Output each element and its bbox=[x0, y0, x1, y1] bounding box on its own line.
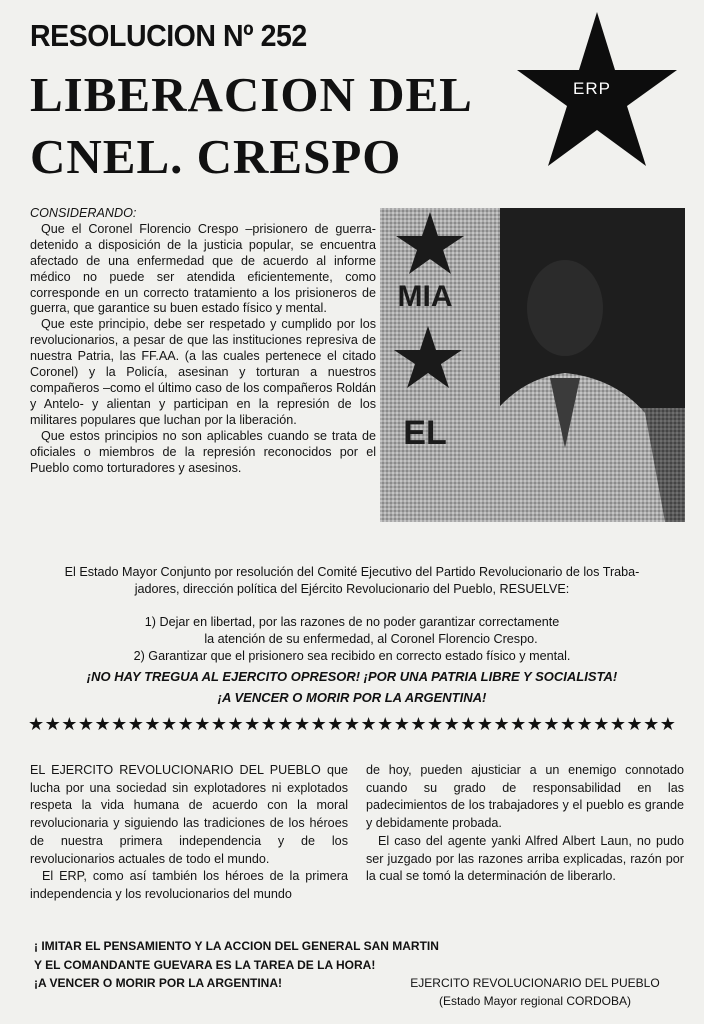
divider-star-icon: ★ bbox=[327, 714, 344, 734]
divider-star-icon: ★ bbox=[94, 714, 111, 734]
signature-sub: (Estado Mayor regional CORDOBA) bbox=[438, 994, 632, 1008]
considerando-paragraph: Que estos principios no son aplicables cuando se trata de oficiales o miembros de la represión reconocidos por el Pueblo como torturadores y asesinos. bbox=[30, 428, 376, 475]
intro-line: jadores, dirección política del Ejército Revolucionario del Pueblo, RESUELVE: bbox=[134, 582, 570, 596]
divider-star-icon: ★ bbox=[659, 714, 676, 734]
bottom-right-paragraph: de hoy, pueden ajusticiar a un enemigo connotado cuando su grado de responsabilidad en las padecimientos de los trabajadores y el pueblo es grande y debidamente probada. bbox=[366, 763, 684, 831]
divider-star-icon: ★ bbox=[427, 714, 444, 734]
divider-star-icon: ★ bbox=[560, 714, 577, 734]
divider-star-icon: ★ bbox=[277, 714, 294, 734]
divider-star-icon: ★ bbox=[194, 714, 211, 734]
divider-star-icon: ★ bbox=[294, 714, 311, 734]
divider-star-icon: ★ bbox=[144, 714, 161, 734]
divider-star-icon: ★ bbox=[244, 714, 261, 734]
divider-star-icon: ★ bbox=[61, 714, 78, 734]
signature-name: EJERCITO REVOLUCIONARIO DEL PUEBLO bbox=[410, 976, 660, 990]
star-divider bbox=[28, 713, 676, 735]
resolutions-list bbox=[20, 614, 684, 665]
resolution-item-1: 1) Dejar en libertad, por las razones de no poder garantizar correctamente bbox=[144, 615, 560, 629]
signature-block bbox=[400, 974, 670, 1010]
divider-star-icon: ★ bbox=[443, 714, 460, 734]
final-slogan-line: ¡ IMITAR EL PENSAMIENTO Y LA ACCION DEL GENERAL SAN MARTIN bbox=[34, 939, 439, 953]
divider-star-icon: ★ bbox=[111, 714, 128, 734]
final-slogan-line: ¡A VENCER O MORIR POR LA ARGENTINA! bbox=[34, 976, 282, 990]
erp-logo-text: ERP bbox=[573, 79, 611, 98]
considerando-paragraph: Que este principio, debe ser respetado y cumplido por los revolucionarios, a pesar de que las instituciones represiva de nuestra Patria, las FF.AA. (a las cuales pertenece el citado Coronel) y la Policía, asesinan y torturan a nuestros compañeros –como el último caso de los compañeros Roldán y Antelo- y alientan y participan en la represión de los militares populares que luchan por la liberación. bbox=[30, 317, 376, 427]
divider-star-icon: ★ bbox=[410, 714, 427, 734]
title-line-1: LIBERACION DEL bbox=[30, 67, 473, 122]
considerando-section bbox=[30, 206, 376, 476]
divider-star-icon: ★ bbox=[543, 714, 560, 734]
divider-star-icon: ★ bbox=[28, 714, 45, 734]
divider-star-icon: ★ bbox=[127, 714, 144, 734]
resolution-item-2: 2) Garantizar que el prisionero sea recibido en correcto estado físico y mental. bbox=[133, 649, 571, 663]
divider-star-icon: ★ bbox=[609, 714, 627, 734]
resolution-item-1-cont: la atención de su enfermedad, al Coronel Florencio Crespo. bbox=[204, 632, 538, 646]
bottom-right-column bbox=[366, 762, 684, 886]
considerando-heading: CONSIDERANDO: bbox=[30, 206, 137, 220]
prisoner-photo bbox=[380, 208, 685, 522]
divider-star-icon: ★ bbox=[476, 714, 494, 734]
divider-star-icon: ★ bbox=[177, 714, 194, 734]
divider-star-icon: ★ bbox=[210, 714, 228, 734]
slogan-line-2: ¡A VENCER O MORIR POR LA ARGENTINA! bbox=[217, 690, 487, 705]
resolution-number: RESOLUCION Nº 252 bbox=[30, 18, 307, 53]
divider-star-icon: ★ bbox=[227, 714, 244, 734]
bottom-right-paragraph: El caso del agente yanki Alfred Albert Laun, no pudo ser juzgado por las razones arriba explicadas, razón por la cual se tomó la determinación de liberarlo. bbox=[366, 833, 684, 884]
divider-star-icon: ★ bbox=[44, 714, 61, 734]
divider-star-icon: ★ bbox=[576, 714, 593, 734]
divider-star-icon: ★ bbox=[460, 714, 477, 734]
considerando-paragraph: Que el Coronel Florencio Crespo –prisionero de guerra- detenido a disposición de la justicia popular, se encuentra afectado de una enfermedad que de acuerdo al informe médico no puede ser atendida eficientemente, como corresponde en un correcto tratamiento a los prisioneros de guerra, que garantice su buen estado físico y mental. bbox=[30, 221, 376, 316]
bottom-left-paragraph: EL EJERCITO REVOLUCIONARIO DEL PUEBLO que lucha por una sociedad sin explotadores ni explotados respeta la vida humana de acuerdo con la moral revolucionaria y siguiendo las tradiciones de los héroes de nuestra primera independencia y de los revolucionarios actuales de todo el mundo. bbox=[30, 763, 348, 866]
divider-star-icon: ★ bbox=[260, 714, 277, 734]
divider-star-icon: ★ bbox=[161, 714, 178, 734]
divider-star-icon: ★ bbox=[393, 714, 410, 734]
intro-statement bbox=[20, 564, 684, 598]
divider-star-icon: ★ bbox=[377, 714, 394, 734]
divider-star-icon: ★ bbox=[343, 714, 361, 734]
final-slogan-line: Y EL COMANDANTE GUEVARA ES LA TAREA DE LA HORA! bbox=[34, 957, 376, 972]
title-line-2: CNEL. CRESPO bbox=[30, 129, 402, 184]
banner-text-bottom: EL bbox=[403, 414, 447, 452]
divider-star-icon: ★ bbox=[77, 714, 95, 734]
slogan-line-1: ¡NO HAY TREGUA AL EJERCITO OPRESOR! ¡POR UNA PATRIA LIBRE Y SOCIALISTA! bbox=[86, 669, 618, 684]
divider-star-icon: ★ bbox=[643, 714, 660, 734]
intro-line: El Estado Mayor Conjunto por resolución del Comité Ejecutivo del Partido Revolucionario de los Traba- bbox=[64, 565, 640, 579]
divider-star-icon: ★ bbox=[593, 714, 610, 734]
divider-star-icon: ★ bbox=[626, 714, 643, 734]
bottom-left-paragraph: El ERP, como así también los héroes de la primera independencia y los revolucionarios del mundo bbox=[30, 869, 348, 901]
banner-text-top: MIA bbox=[397, 280, 453, 313]
divider-star-icon: ★ bbox=[526, 714, 543, 734]
divider-star-icon: ★ bbox=[310, 714, 327, 734]
divider-star-icon: ★ bbox=[493, 714, 510, 734]
bottom-left-column bbox=[30, 762, 348, 904]
divider-star-icon: ★ bbox=[360, 714, 377, 734]
divider-star-icon: ★ bbox=[510, 714, 527, 734]
